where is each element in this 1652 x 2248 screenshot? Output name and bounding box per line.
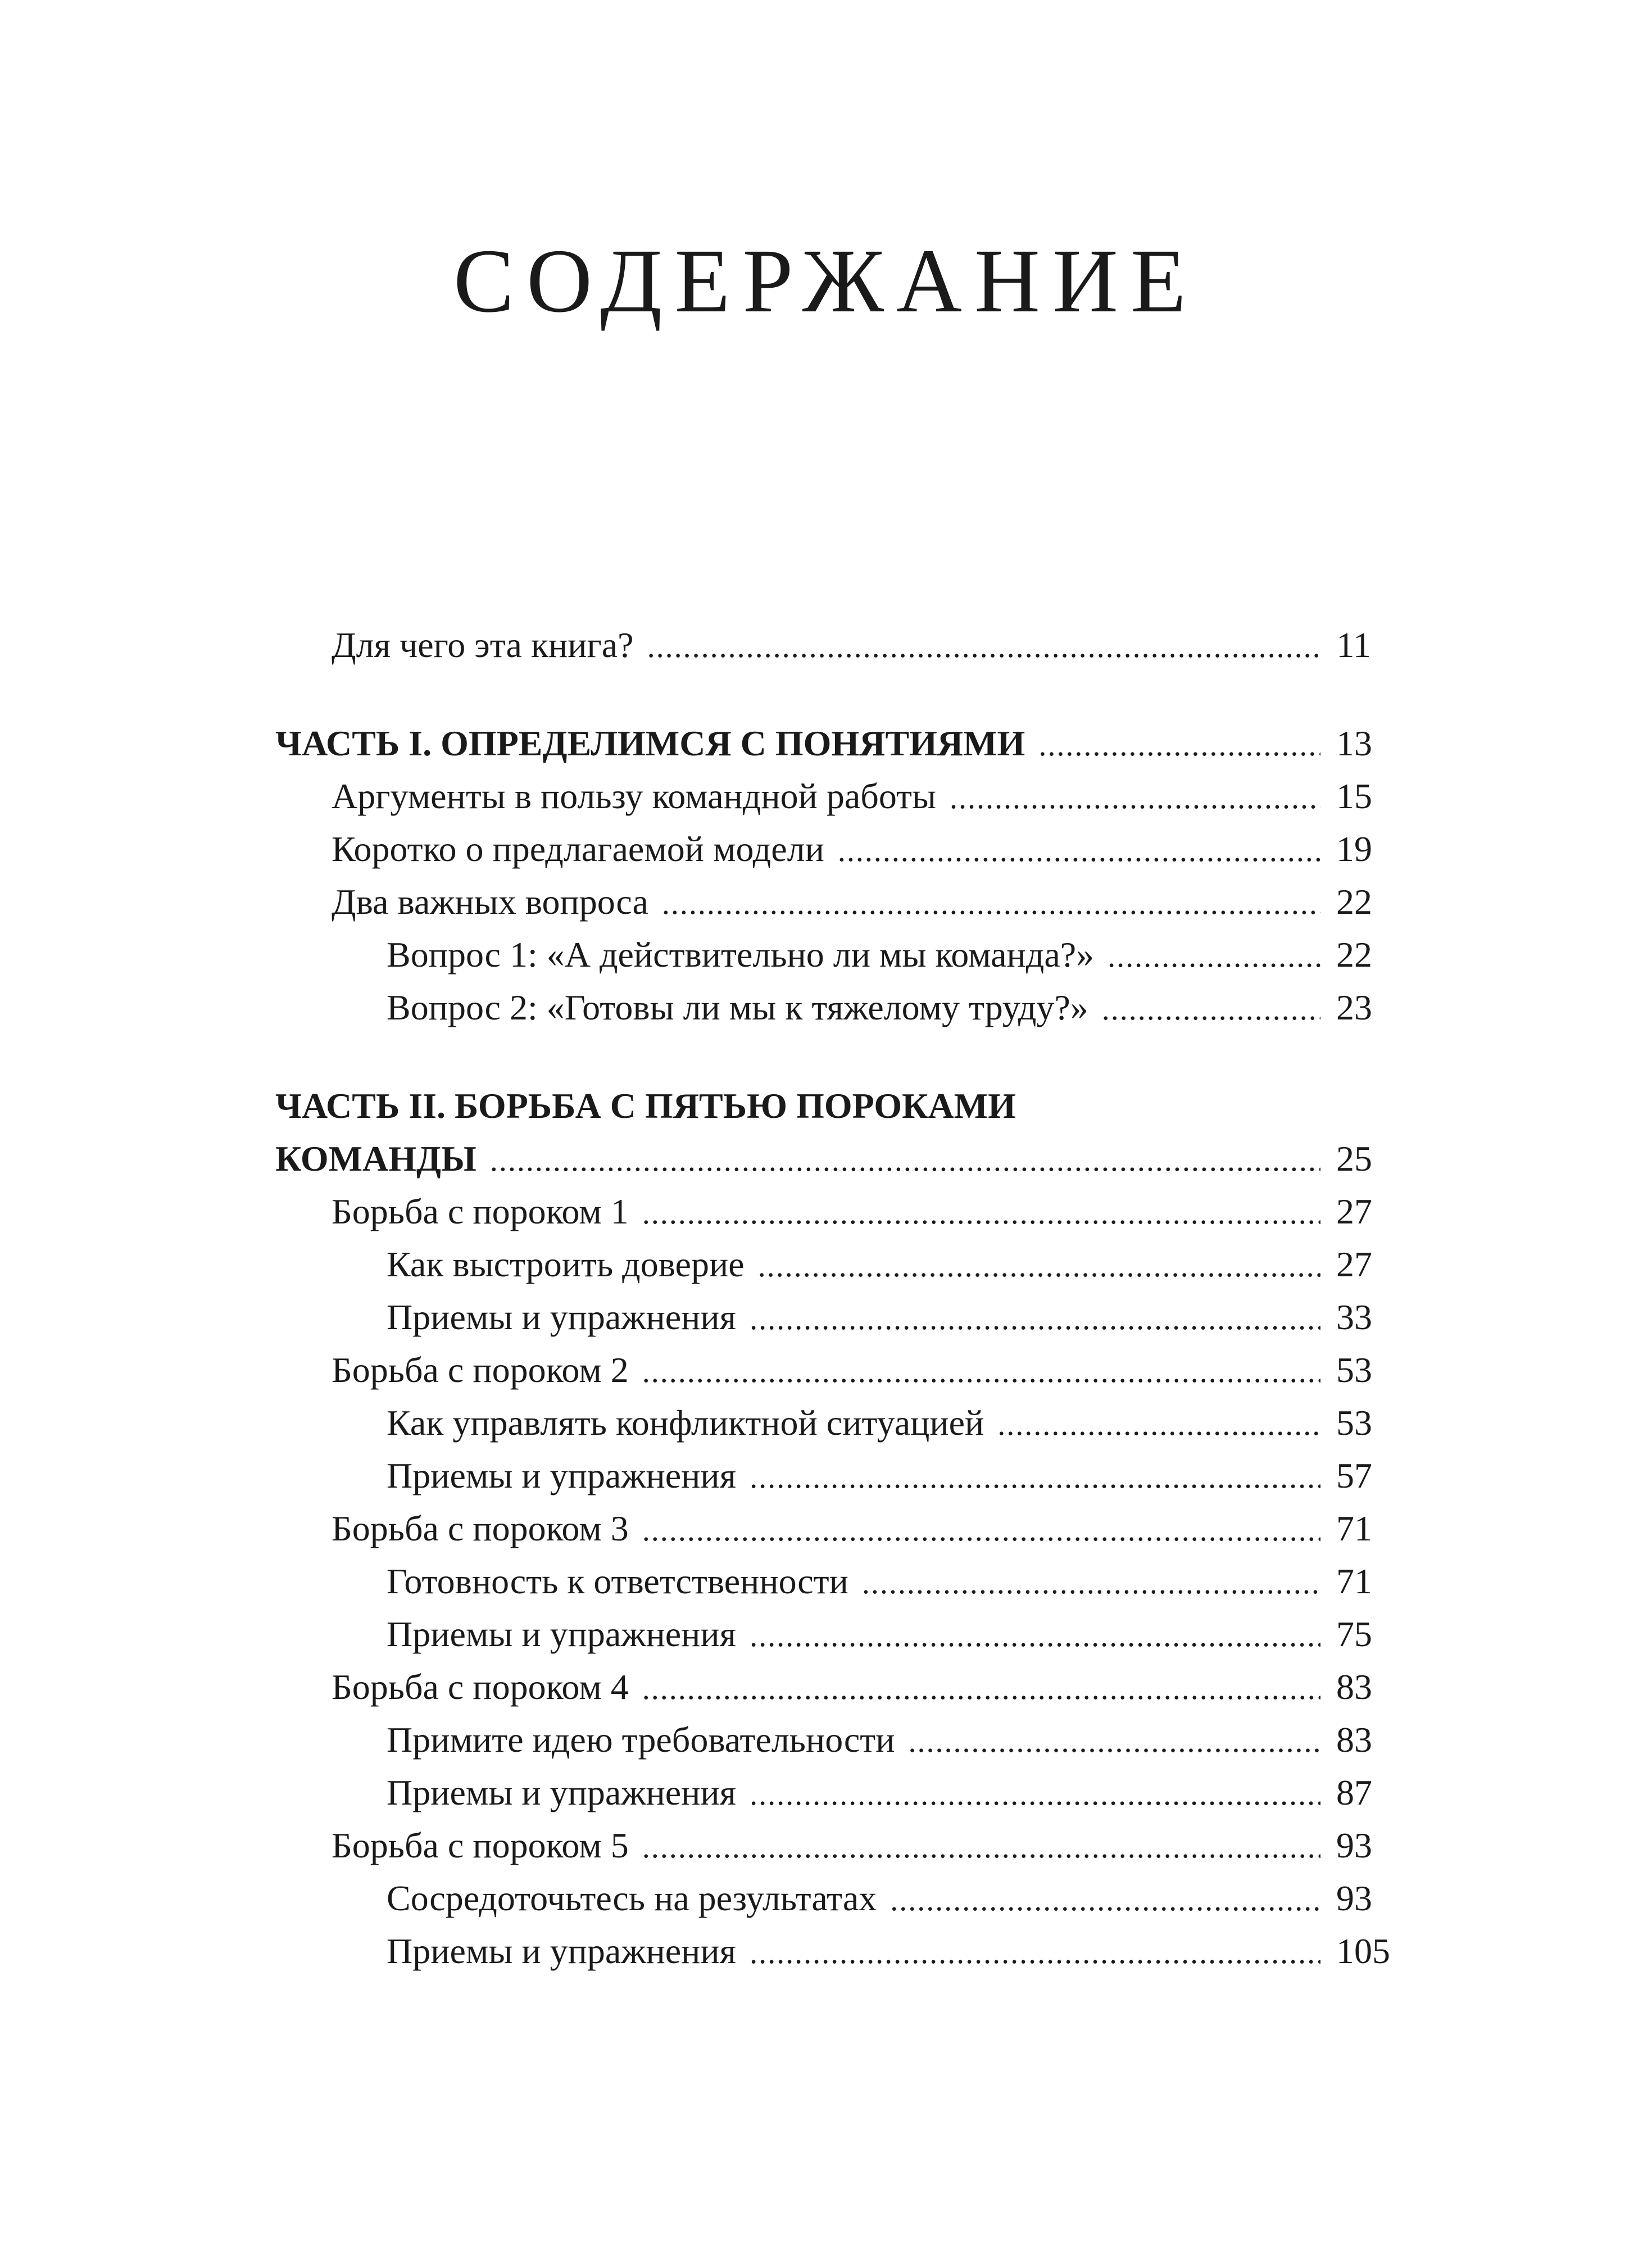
toc-entry-label: Приемы и упражнения (387, 1931, 737, 1971)
toc-page-number: 75 (1336, 1614, 1372, 1654)
toc-page-number: 33 (1336, 1297, 1372, 1337)
toc-entry[interactable] (275, 1348, 1371, 1393)
dot-leader (490, 1138, 1320, 1183)
toc-page-number: 87 (1336, 1773, 1372, 1812)
dot-leader (642, 1349, 1320, 1394)
toc-page-number: 25 (1336, 1139, 1372, 1179)
toc-entry-label: Борьба с пороком 5 (332, 1825, 629, 1865)
toc-page-number: 27 (1336, 1191, 1372, 1231)
toc-entry-label: Приемы и упражнения (387, 1297, 737, 1337)
toc-entry-label: Для чего эта книга? (332, 625, 634, 665)
dot-leader (750, 1614, 1320, 1658)
toc-page-number: 19 (1336, 829, 1372, 869)
toc-page-number: 22 (1336, 882, 1372, 922)
dot-leader (758, 1244, 1320, 1289)
dot-leader (662, 881, 1320, 926)
toc-subentry[interactable] (275, 1401, 1371, 1445)
toc-page-number: 53 (1336, 1350, 1372, 1390)
toc-subentry[interactable] (275, 1242, 1371, 1287)
dot-leader (750, 1455, 1320, 1500)
dot-leader (647, 624, 1320, 669)
toc-entry-intro[interactable] (275, 623, 1371, 668)
toc-entry[interactable] (275, 1823, 1371, 1868)
toc-part-2-heading[interactable] (275, 1136, 1371, 1181)
toc-page-number: 93 (1336, 1825, 1372, 1865)
dot-leader (1038, 723, 1320, 768)
toc-entry-label: Аргументы в пользу командной работы (332, 776, 936, 816)
toc-part-label: КОМАНДЫ (275, 1139, 476, 1179)
toc-subentry[interactable] (275, 1929, 1390, 1974)
toc-entry-label: Приемы и упражнения (387, 1456, 737, 1495)
toc-entry-label: Борьба с пороком 3 (332, 1508, 629, 1548)
toc-subentry[interactable] (275, 1717, 1371, 1762)
dot-leader (750, 1297, 1320, 1341)
toc-entry-label: Готовность к ответственности (387, 1561, 848, 1601)
dot-leader (838, 828, 1320, 873)
toc-page-number: 23 (1336, 987, 1372, 1027)
dot-leader (997, 1402, 1320, 1447)
toc-page-number: 13 (1336, 723, 1372, 763)
toc-page-number: 71 (1336, 1508, 1372, 1548)
toc-subentry[interactable] (275, 1612, 1371, 1657)
dot-leader (908, 1719, 1320, 1764)
toc-subentry[interactable] (275, 1876, 1371, 1921)
toc-entry-label: Два важных вопроса (332, 882, 648, 922)
dot-leader (642, 1508, 1320, 1553)
toc-entry-label: Вопрос 1: «А действительно ли мы команда?» (387, 935, 1095, 975)
toc-page-number: 57 (1336, 1456, 1372, 1495)
toc-entry-label: Вопрос 2: «Готовы ли мы к тяжелому труду?» (387, 987, 1088, 1027)
dot-leader (642, 1666, 1320, 1711)
toc-subentry[interactable] (275, 1453, 1371, 1498)
toc-entry-label: Приемы и упражнения (387, 1614, 737, 1654)
toc-subentry[interactable] (275, 1559, 1371, 1604)
toc-page-number: 27 (1336, 1244, 1372, 1284)
toc-page-number: 22 (1336, 935, 1372, 975)
toc-subentry[interactable] (275, 932, 1371, 977)
toc-entry[interactable] (275, 880, 1371, 924)
dot-leader (642, 1825, 1320, 1870)
toc-entry[interactable] (275, 774, 1371, 819)
toc-entry[interactable] (275, 1506, 1371, 1551)
toc-page-number: 83 (1336, 1667, 1372, 1707)
toc-entry[interactable] (275, 1665, 1371, 1710)
table-of-contents (275, 0, 1390, 2248)
toc-entry[interactable] (275, 827, 1371, 872)
toc-entry-label: Примите идею требовательности (387, 1720, 895, 1760)
toc-entry-label: Как выстроить доверие (387, 1244, 745, 1284)
dot-leader (862, 1561, 1320, 1606)
toc-entry-label: Как управлять конфликтной ситуацией (387, 1403, 984, 1443)
toc-page-number: 71 (1336, 1561, 1372, 1601)
toc-page-number: 93 (1336, 1878, 1372, 1918)
toc-page-number: 15 (1336, 776, 1372, 816)
toc-entry-label: Борьба с пороком 2 (332, 1350, 629, 1390)
toc-part-2-heading-line1[interactable]: ЧАСТЬ II. БОРЬБА С ПЯТЬЮ ПОРОКАМИ (275, 1086, 1016, 1126)
toc-entry-label: Сосредоточьтесь на результатах (387, 1878, 877, 1918)
toc-entry-label: Борьба с пороком 4 (332, 1667, 629, 1707)
toc-entry-label: Борьба с пороком 1 (332, 1191, 629, 1231)
page-title: СОДЕРЖАНИЕ (453, 231, 1199, 332)
toc-subentry[interactable] (275, 985, 1371, 1030)
toc-page-number: 83 (1336, 1720, 1372, 1760)
toc-subentry[interactable] (275, 1295, 1371, 1340)
toc-part-label: ЧАСТЬ I. ОПРЕДЕЛИМСЯ С ПОНЯТИЯМИ (275, 723, 1025, 763)
toc-entry-label: Приемы и упражнения (387, 1773, 737, 1812)
dot-leader (1108, 934, 1320, 979)
toc-subentry[interactable] (275, 1770, 1371, 1815)
toc-part-1-heading[interactable] (275, 721, 1371, 766)
toc-entry[interactable] (275, 1189, 1371, 1234)
dot-leader (642, 1191, 1320, 1236)
dot-leader (950, 776, 1320, 821)
dot-leader (750, 1772, 1320, 1817)
dot-leader (890, 1878, 1320, 1923)
toc-page-number: 105 (1336, 1931, 1390, 1971)
toc-page-number: 53 (1336, 1403, 1372, 1443)
toc-entry-label: Коротко о предлагаемой модели (332, 829, 824, 869)
toc-page-number: 11 (1336, 625, 1371, 665)
dot-leader (750, 1930, 1320, 1975)
dot-leader (1102, 987, 1320, 1032)
